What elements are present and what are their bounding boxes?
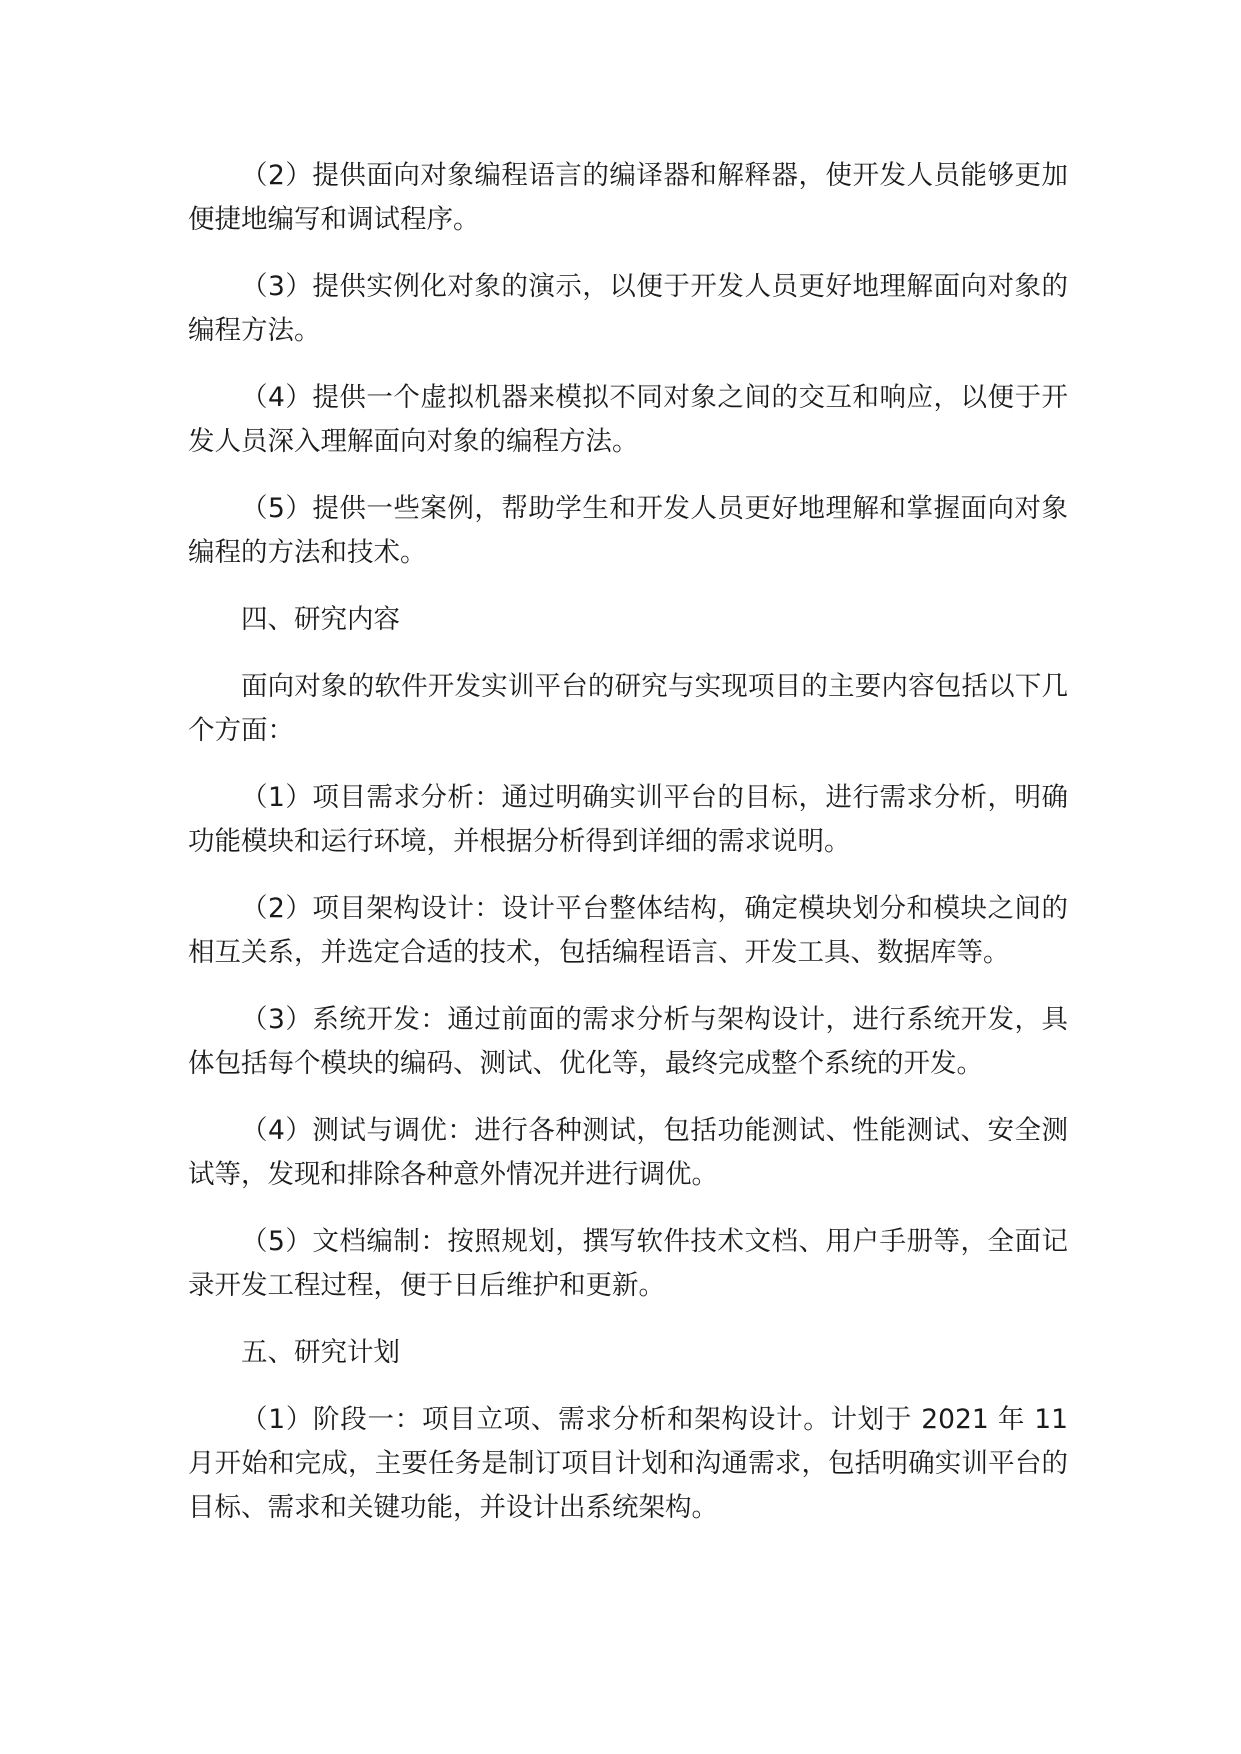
section-heading-research-content: 四、研究内容 bbox=[241, 604, 400, 635]
paragraph-plan-1: （1）阶段一：项目立项、需求分析和架构设计。计划于 2021 年 11 月开始和完成，主要任务是制订项目计划和沟通需求，包括明确实训平台的目标、需求和关键功能，并设计出系统架构。 bbox=[188, 1404, 1068, 1523]
paragraph-content-3: （3）系统开发：通过前面的需求分析与架构设计，进行系统开发，具体包括每个模块的编码、测试、优化等，最终完成整个系统的开发。 bbox=[188, 1004, 1068, 1079]
document-body bbox=[188, 154, 1068, 1553]
paragraph-intro: 面向对象的软件开发实训平台的研究与实现项目的主要内容包括以下几个方面： bbox=[188, 671, 1068, 746]
paragraph-item-4: （4）提供一个虚拟机器来模拟不同对象之间的交互和响应，以便于开发人员深入理解面向对象的编程方法。 bbox=[188, 382, 1068, 457]
paragraph-content-2: （2）项目架构设计：设计平台整体结构，确定模块划分和模块之间的相互关系，并选定合适的技术，包括编程语言、开发工具、数据库等。 bbox=[188, 893, 1068, 968]
paragraph-content-4: （4）测试与调优：进行各种测试，包括功能测试、性能测试、安全测试等，发现和排除各种意外情况并进行调优。 bbox=[188, 1115, 1068, 1190]
paragraph-content-1: （1）项目需求分析：通过明确实训平台的目标，进行需求分析，明确功能模块和运行环境，并根据分析得到详细的需求说明。 bbox=[188, 782, 1068, 857]
paragraph-content-5: （5）文档编制：按照规划，撰写软件技术文档、用户手册等，全面记录开发工程过程，便于日后维护和更新。 bbox=[188, 1226, 1068, 1301]
paragraph-item-3: （3）提供实例化对象的演示，以便于开发人员更好地理解面向对象的编程方法。 bbox=[188, 271, 1068, 346]
paragraph-item-2: （2）提供面向对象编程语言的编译器和解释器，使开发人员能够更加便捷地编写和调试程序。 bbox=[188, 160, 1068, 235]
section-heading-research-plan: 五、研究计划 bbox=[241, 1337, 400, 1368]
paragraph-item-5: （5）提供一些案例，帮助学生和开发人员更好地理解和掌握面向对象编程的方法和技术。 bbox=[188, 493, 1068, 568]
